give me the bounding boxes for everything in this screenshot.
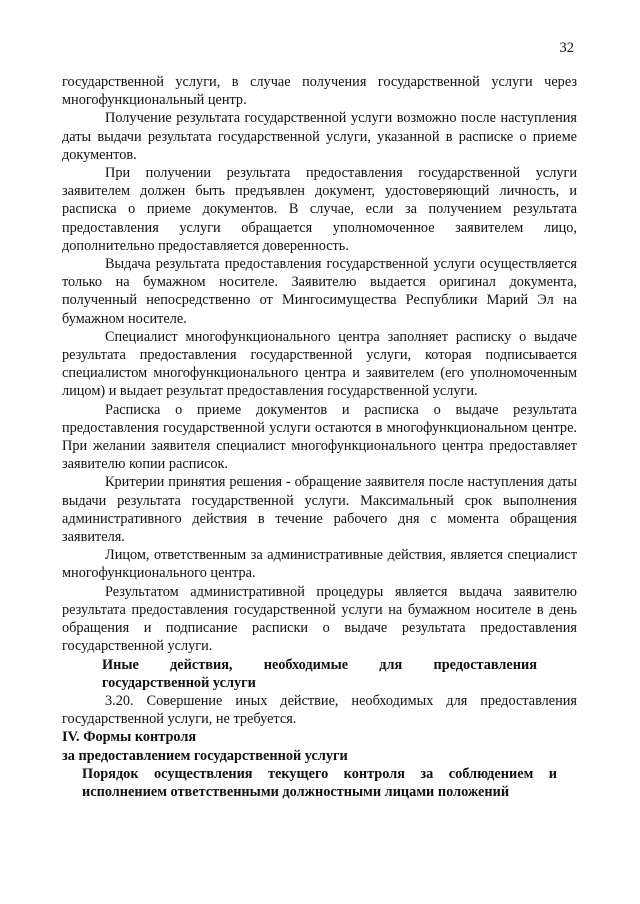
- page-number: 32: [559, 40, 574, 56]
- paragraph: Критерии принятия решения - обращение заявителя после наступления даты выдачи результата государственной услуги. Максимальный срок выполнения административного действия в течение рабочего дня с момента обращения заявителя.: [62, 474, 577, 546]
- section-iv-title: IV. Формы контроля: [62, 729, 197, 746]
- paragraph: Специалист многофункционального центра заполняет расписку о выдаче результата предоставления государственной услуги, которая подписывается специалистом многофункционального центра и заявителем (его уполномоченным лицом) и выдает результат предоставления государственной услуги.: [62, 328, 577, 400]
- paragraph: Получение результата государственной услуги возможно после наступления даты выдачи результата государственной услуги, указанной в расписке о приеме документов.: [62, 110, 577, 163]
- section-heading-other-actions: Иные действия, необходимые для предоставления государственной услуги: [102, 656, 537, 691]
- paragraph: Выдача результата предоставления государственной услуги осуществляется только на бумажном носителе. Заявителю выдается оригинал документа, полученный непосредственно от Мингосимущества Республики Марий Эл на бумажном носителе.: [62, 256, 577, 327]
- paragraph: Расписка о приеме документов и расписка о выдаче результата предоставления государственной услуги остаются в многофункциональном центре. При желании заявителя специалист многофункционального центра предоставляет заявителю копии расписок.: [62, 401, 577, 473]
- paragraph: Лицом, ответственным за административные действия, является специалист многофункционального центра.: [62, 547, 577, 582]
- paragraph-3-20: 3.20. Совершение иных действие, необходимых для предоставления государственной услуги, не требуется.: [62, 692, 577, 728]
- section-heading-current-control: Порядок осуществления текущего контроля за соблюдением и исполнением ответственными должностными лицами положений: [82, 765, 557, 800]
- section-iv-subtitle: за предоставлением государственной услуги: [62, 747, 348, 764]
- document-body: [62, 73, 577, 801]
- paragraph: Результатом административной процедуры является выдача заявителю результата предоставления государственной услуги на бумажном носителе в день обращения и подписание расписки о выдаче результата предоставления государственной услуги.: [62, 583, 577, 655]
- paragraph: государственной услуги, в случае получения государственной услуги через многофункциональный центр.: [62, 74, 577, 109]
- paragraph: При получении результата предоставления государственной услуги заявителем должен быть предъявлен документ, удостоверяющий личность, и расписка о приеме документов. В случае, если за получением результата предоставления услуги обращается уполномоченное заявителем лицо, дополнительно предоставляется доверенность.: [62, 165, 577, 254]
